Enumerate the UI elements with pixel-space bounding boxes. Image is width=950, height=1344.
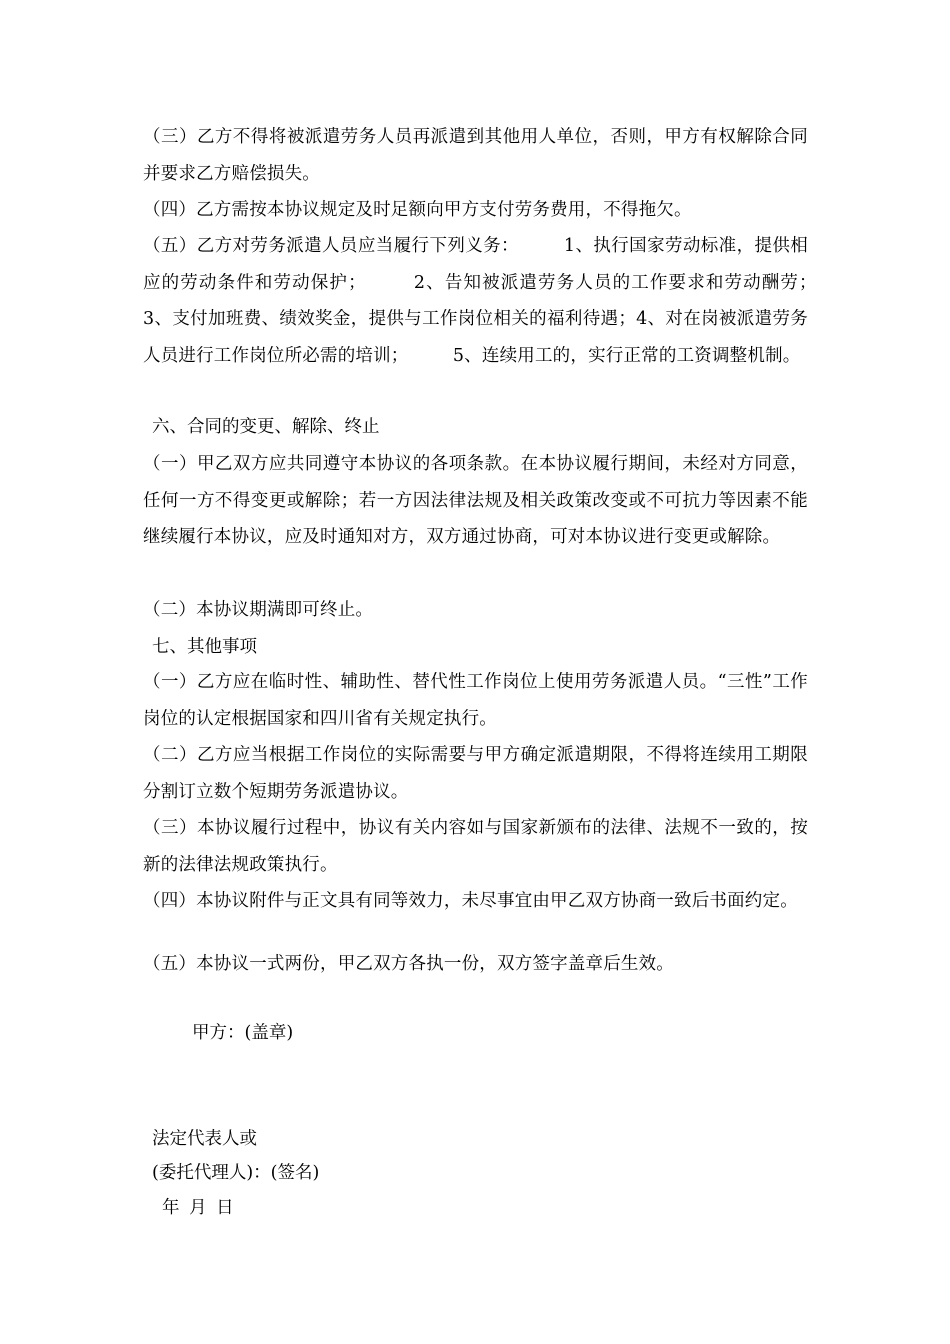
party-a-seal-line: 甲方：(盖章) [192, 1023, 294, 1043]
authorized-agent-signature-line: (委托代理人)：(签名) [152, 1163, 320, 1183]
section-7-heading: 七、其他事项 [152, 637, 257, 657]
clause-3-3: （三）乙方不得将被派遣劳务人员再派遣到其他用人单位，否则，甲方有权解除合同并要求乙方赔偿损失。 [143, 127, 808, 184]
section-6-heading: 六、合同的变更、解除、终止 [152, 417, 380, 437]
clause-7-4: （四）本协议附件与正文具有同等效力，未尽事宜由甲乙双方协商一致后书面约定。 [143, 891, 798, 911]
clause-3-4: （四）乙方需按本协议规定及时足额向甲方支付劳务费用，不得拖欠。 [143, 200, 692, 220]
legal-representative-line: 法定代表人或 [152, 1129, 257, 1149]
clause-7-1: （一）乙方应在临时性、辅助性、替代性工作岗位上使用劳务派遣人员。“三性”工作岗位的认定根据国家和四川省有关规定执行。 [143, 672, 808, 729]
clause-3-5: （五）乙方对劳务派遣人员应当履行下列义务： 1、执行国家劳动标准，提供相应的劳动条件和劳动保护； 2、告知被派遣劳务人员的工作要求和劳动酬劳； 3、支付加班费、绩效奖金，提供与工作岗位相关的福利待遇；4、对在岗被派遣劳务人员进行工作岗位所必需的培训； 5、连续用工的，实行正常的工资调整机制。 [143, 236, 844, 366]
clause-7-5: （五）本协议一式两份，甲乙双方各执一份，双方签字盖章后生效。 [143, 954, 674, 974]
clause-7-2: （二）乙方应当根据工作岗位的实际需要与甲方确定派遣期限，不得将连续用工期限分割订立数个短期劳务派遣协议。 [143, 745, 808, 802]
clause-6-1: （一）甲乙双方应共同遵守本协议的各项条款。在本协议履行期间，未经对方同意，任何一方不得变更或解除；若一方因法律法规及相关政策改变或不可抗力等因素不能继续履行本协议，应及时通知对方，双方通过协商，可对本协议进行变更或解除。 [143, 454, 808, 547]
date-line: 年 月 日 [162, 1198, 234, 1218]
clause-7-3: （三）本协议履行过程中，协议有关内容如与国家新颁布的法律、法规不一致的，按新的法律法规政策执行。 [143, 818, 808, 875]
clause-6-2: （二）本协议期满即可终止。 [143, 600, 374, 620]
